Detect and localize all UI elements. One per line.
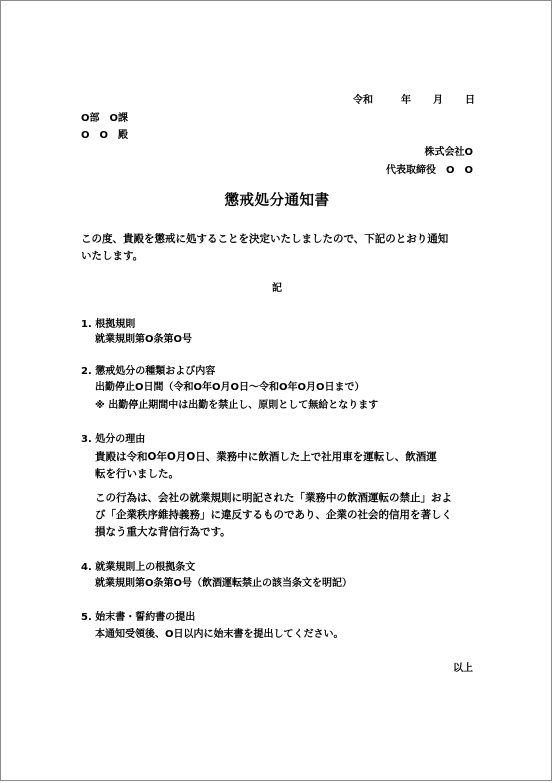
ki-label: 記 [272, 283, 282, 294]
section-3-para-2-line-2: び「企業秩序維持義務」に違反するものであり、企業の社会的信用を著しく [95, 509, 452, 521]
section-3-para-1-line-1: 貴殿は令和O年O月O日、業務中に飲酒した上で社用車を運転し、飲酒運 [95, 451, 437, 463]
intro-line-2: いたします。 [81, 250, 144, 262]
date-year: 年 [401, 95, 411, 106]
section-3-para-2-line-1: この行為は、会社の就業規則に明記された「業務中の飲酒運転の禁止」およ [95, 492, 452, 504]
section-2-note: ※ 出勤停止期間中は出勤を禁止し、原則として無給となります [95, 400, 379, 411]
section-5-heading: 5. 始末書・誓約書の提出 [81, 612, 196, 623]
date-day: 日 [465, 95, 475, 106]
recipient-name: O O 殿 [81, 130, 129, 141]
section-4-body: 就業規則第O条第O号（飲酒運転禁止の該当条文を明記） [95, 578, 353, 589]
sender-company: 株式会社O [424, 147, 473, 158]
section-2-heading: 2. 懲戒処分の種類および内容 [81, 366, 216, 377]
section-4-heading: 4. 就業規則上の根拠条文 [81, 562, 196, 573]
document-title: 懲戒処分通知書 [224, 193, 330, 209]
date-month: 月 [433, 95, 443, 106]
section-2-line-1: 出勤停止O日間（令和O年O月O日～令和O年O月O日まで） [95, 382, 365, 393]
date-era: 令和 [353, 95, 373, 106]
section-5-body: 本通知受領後、O日以内に始末書を提出してください。 [95, 629, 344, 640]
recipient-dept: O部 O課 [81, 113, 129, 124]
section-3-para-2-line-3: 損なう重大な背信行為です。 [95, 526, 231, 538]
section-3-heading: 3. 処分の理由 [81, 434, 146, 445]
sender-representative: 代表取締役 O O [385, 165, 473, 176]
section-1-body: 就業規則第O条第O号 [95, 334, 193, 345]
intro-line-1: この度、貴殿を懲戒に処することを決定いたしましたので、下記のとおり通知 [81, 233, 449, 245]
date-line [353, 94, 475, 107]
section-1-heading: 1. 根拠規則 [81, 319, 136, 330]
closing-ijo: 以上 [453, 663, 473, 674]
section-3-para-1-line-2: 転を行いました。 [95, 468, 179, 480]
